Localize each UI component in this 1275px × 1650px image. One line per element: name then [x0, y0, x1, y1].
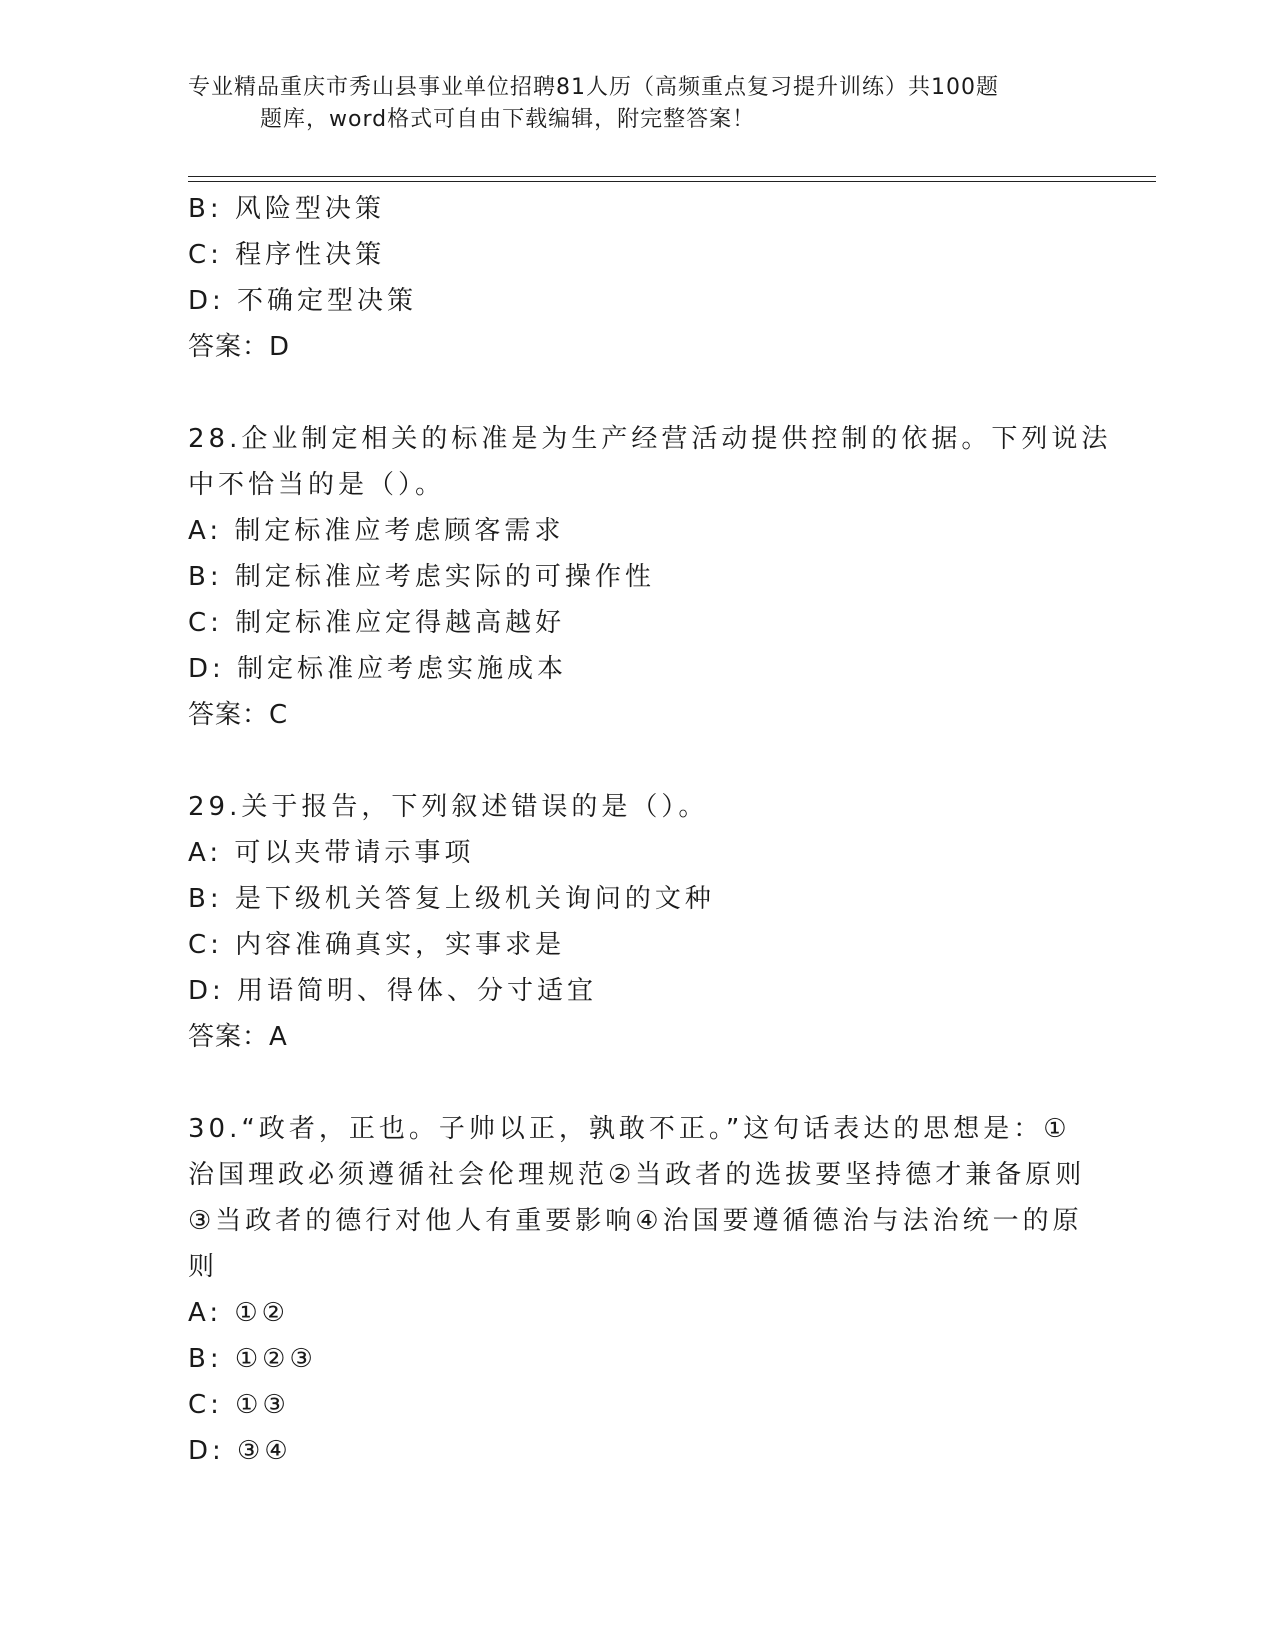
question-stem: 则 [188, 1252, 219, 1282]
option-b: B: 风险型决策 [188, 194, 385, 224]
question-28 [188, 416, 1112, 738]
question-27-tail [188, 186, 1088, 370]
option-d: D: 不确定型决策 [188, 286, 418, 316]
question-stem: 中不恰当的是（）。 [188, 470, 446, 500]
option-c: C: ①③ [188, 1390, 290, 1420]
answer: 答案：D [188, 332, 291, 362]
header-line-1: 专业精品重庆市秀山县事业单位招聘81人历（高频重点复习提升训练）共100题 [188, 75, 999, 100]
option-c: C: 内容准确真实，实事求是 [188, 930, 566, 960]
question-29 [188, 784, 1088, 1060]
option-a: A: 制定标准应考虑顾客需求 [188, 516, 565, 546]
page-header [188, 72, 1088, 136]
question-stem: 治国理政必须遵循社会伦理规范②当政者的选拔要坚持德才兼备原则 [188, 1160, 1086, 1190]
option-b: B: ①②③ [188, 1344, 317, 1374]
option-a: A: ①② [188, 1298, 289, 1328]
option-d: D: 制定标准应考虑实施成本 [188, 654, 568, 684]
option-c: C: 制定标准应定得越高越好 [188, 608, 566, 638]
answer: 答案：C [188, 700, 289, 730]
option-b: B: 制定标准应考虑实际的可操作性 [188, 562, 655, 592]
question-stem: ③当政者的德行对他人有重要影响④治国要遵循德治与法治统一的原 [188, 1206, 1083, 1236]
option-a: A: 可以夹带请示事项 [188, 838, 475, 868]
answer: 答案：A [188, 1022, 288, 1052]
question-stem: 30.“政者，正也。子帅以正，孰敢不正。”这句话表达的思想是：① [188, 1114, 1071, 1144]
header-rule-bottom [188, 181, 1156, 182]
question-list [188, 186, 1112, 1474]
option-d: D: 用语简明、得体、分寸适宜 [188, 976, 598, 1006]
question-stem: 29.关于报告，下列叙述错误的是（）。 [188, 792, 709, 822]
option-d: D: ③④ [188, 1436, 292, 1466]
question-stem: 28.企业制定相关的标准是为生产经营活动提供控制的依据。下列说法 [188, 424, 1112, 454]
option-b: B: 是下级机关答复上级机关询问的文种 [188, 884, 715, 914]
header-rule-top [188, 176, 1156, 177]
question-30 [188, 1106, 1088, 1474]
option-c: C: 程序性决策 [188, 240, 386, 270]
header-line-2: 题库，word格式可自由下载编辑，附完整答案！ [260, 107, 756, 132]
